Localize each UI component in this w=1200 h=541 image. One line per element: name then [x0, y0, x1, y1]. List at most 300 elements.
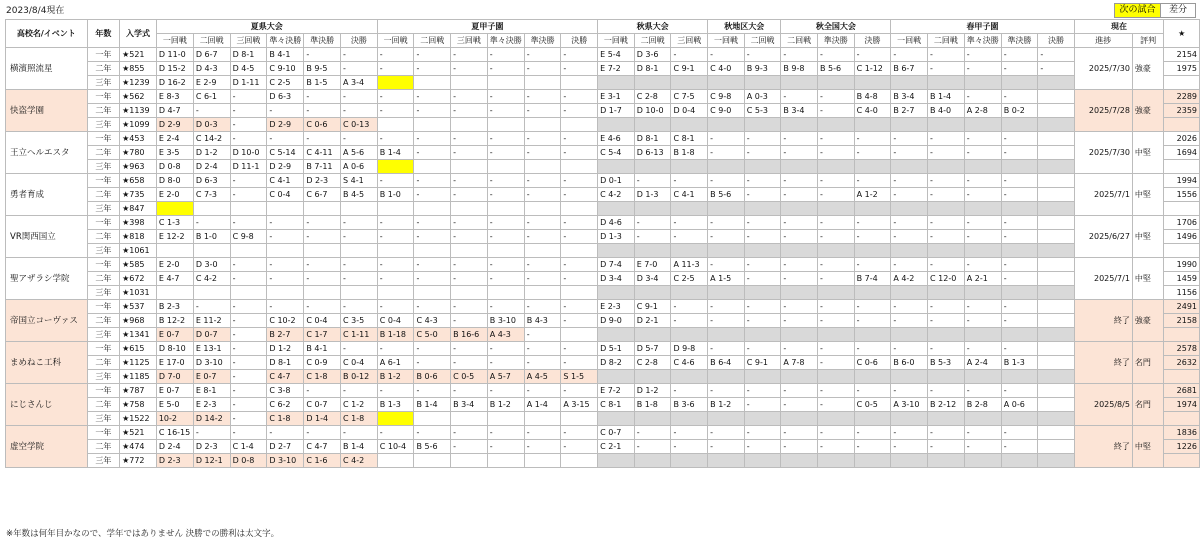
result-cell: -	[708, 300, 745, 314]
result-cell: -	[708, 314, 745, 328]
result-cell: -	[341, 272, 378, 286]
result-cell: D 8-0	[156, 174, 193, 188]
result-cell	[487, 412, 524, 426]
result-cell: -	[414, 48, 451, 62]
result-cell	[854, 202, 891, 216]
result-cell: B 0-2	[1001, 104, 1038, 118]
result-cell: -	[891, 174, 928, 188]
result-cell: D 0-1	[598, 174, 635, 188]
result-cell: B 1-18	[377, 328, 414, 342]
result-cell: B 5-6	[414, 440, 451, 454]
result-cell: E 0-7	[156, 384, 193, 398]
result-cell: -	[341, 300, 378, 314]
result-cell	[156, 202, 193, 216]
result-cell: -	[451, 62, 488, 76]
result-cell: -	[744, 216, 781, 230]
result-cell: -	[817, 90, 854, 104]
result-cell: E 4-7	[156, 272, 193, 286]
result-cell	[1038, 440, 1074, 454]
result-cell: -	[230, 426, 267, 440]
result-cell: -	[487, 132, 524, 146]
result-cell: -	[487, 104, 524, 118]
result-cell: D 9-0	[598, 314, 635, 328]
result-cell: C 1-12	[854, 62, 891, 76]
result-cell: -	[891, 342, 928, 356]
result-cell	[964, 160, 1001, 174]
result-cell: B 1-8	[671, 146, 708, 160]
result-cell: E 5-0	[156, 398, 193, 412]
table-row	[6, 216, 1200, 230]
result-cell: -	[1001, 342, 1038, 356]
result-cell	[1038, 132, 1074, 146]
result-cell	[1038, 426, 1074, 440]
table-row	[6, 160, 1200, 174]
result-cell: -	[230, 174, 267, 188]
grade-cell: 一年	[87, 342, 119, 356]
result-cell	[1001, 202, 1038, 216]
result-cell: A 2-4	[964, 356, 1001, 370]
star-cell	[1164, 244, 1200, 258]
result-cell	[854, 370, 891, 384]
result-cell: -	[193, 216, 230, 230]
table-row	[6, 118, 1200, 132]
result-cell: B 2-3	[156, 300, 193, 314]
result-cell: C 4-2	[193, 272, 230, 286]
result-cell: -	[487, 258, 524, 272]
table-row	[6, 356, 1200, 370]
result-cell	[891, 454, 928, 468]
result-cell	[781, 370, 818, 384]
table-row	[6, 314, 1200, 328]
result-cell: -	[304, 90, 341, 104]
result-cell	[1038, 146, 1074, 160]
result-cell	[377, 76, 414, 90]
star-cell: 1496	[1164, 230, 1200, 244]
result-cell	[891, 160, 928, 174]
star-cell	[1164, 412, 1200, 426]
result-cell	[598, 202, 635, 216]
result-cell	[708, 76, 745, 90]
result-cell: E 3-1	[598, 90, 635, 104]
result-cell: B 5-3	[928, 356, 965, 370]
result-cell: D 0-8	[230, 454, 267, 468]
result-cell: B 2-7	[267, 328, 304, 342]
result-cell: D 8-10	[156, 342, 193, 356]
result-cell	[304, 244, 341, 258]
result-cell: B 4-1	[267, 48, 304, 62]
result-cell: D 5-1	[598, 342, 635, 356]
result-cell: -	[671, 384, 708, 398]
result-cell: D 6-7	[193, 48, 230, 62]
result-cell: -	[267, 300, 304, 314]
result-cell	[817, 118, 854, 132]
result-cell: -	[671, 314, 708, 328]
entrance-cell: ★772	[120, 454, 157, 468]
result-cell	[634, 244, 671, 258]
entrance-cell: ★672	[120, 272, 157, 286]
result-cell: -	[854, 426, 891, 440]
result-cell: C 9-1	[744, 356, 781, 370]
progress-cell: 2025/7/1	[1074, 174, 1132, 216]
result-cell	[928, 286, 965, 300]
table-row	[6, 244, 1200, 258]
result-cell: B 2-12	[928, 398, 965, 412]
result-cell: -	[487, 188, 524, 202]
result-cell: E 2-3	[598, 300, 635, 314]
result-cell: -	[524, 188, 561, 202]
entrance-cell: ★855	[120, 62, 157, 76]
result-cell	[1038, 342, 1074, 356]
result-cell	[634, 286, 671, 300]
result-cell	[928, 160, 965, 174]
table-row	[6, 300, 1200, 314]
result-cell: -	[377, 272, 414, 286]
result-cell: C 6-7	[304, 188, 341, 202]
result-cell: D 1-2	[193, 146, 230, 160]
result-cell	[561, 244, 598, 258]
result-cell: -	[267, 272, 304, 286]
result-cell: E 2-3	[193, 398, 230, 412]
grade-cell: 二年	[87, 440, 119, 454]
grade-cell: 三年	[87, 244, 119, 258]
star-cell	[1164, 202, 1200, 216]
result-cell: -	[891, 426, 928, 440]
school-name: 快盗学園	[6, 90, 88, 132]
result-cell	[744, 412, 781, 426]
result-cell: -	[964, 146, 1001, 160]
result-cell: S 1-5	[561, 370, 598, 384]
result-cell: -	[487, 384, 524, 398]
result-cell: -	[524, 104, 561, 118]
result-cell: -	[1001, 90, 1038, 104]
star-cell: 2026	[1164, 132, 1200, 146]
result-cell: A 4-5	[524, 370, 561, 384]
result-cell: D 2-4	[193, 160, 230, 174]
grade-cell: 三年	[87, 370, 119, 384]
result-cell: -	[817, 104, 854, 118]
result-cell: C 5-3	[744, 104, 781, 118]
result-cell: -	[451, 104, 488, 118]
progress-cell: 2025/7/28	[1074, 90, 1132, 132]
result-cell: D 1-2	[634, 384, 671, 398]
result-cell: -	[230, 216, 267, 230]
result-cell	[744, 202, 781, 216]
result-cell: D 2-4	[156, 440, 193, 454]
result-cell: -	[964, 440, 1001, 454]
result-cell	[267, 202, 304, 216]
result-cell: -	[744, 174, 781, 188]
school-name: 聖アザラシ学院	[6, 258, 88, 300]
result-cell: -	[524, 356, 561, 370]
result-cell: -	[744, 384, 781, 398]
result-cell: E 0-7	[193, 370, 230, 384]
result-cell	[561, 454, 598, 468]
result-cell	[451, 454, 488, 468]
result-cell	[928, 454, 965, 468]
result-cell: -	[524, 300, 561, 314]
result-cell: D 0-7	[193, 328, 230, 342]
result-cell: D 3-10	[193, 356, 230, 370]
grade-cell: 二年	[87, 356, 119, 370]
next-match-button[interactable]: 次の試合	[1114, 3, 1161, 18]
result-cell: -	[854, 174, 891, 188]
result-cell	[561, 412, 598, 426]
result-cell: E 7-0	[634, 258, 671, 272]
grade-cell: 一年	[87, 426, 119, 440]
result-cell: C 9-1	[671, 62, 708, 76]
result-cell: B 6-4	[708, 356, 745, 370]
result-cell: C 4-7	[267, 370, 304, 384]
result-cell: C 9-10	[267, 62, 304, 76]
star-cell: 2491	[1164, 300, 1200, 314]
result-cell: C 4-11	[304, 146, 341, 160]
result-cell: -	[524, 230, 561, 244]
result-cell: C 1-6	[304, 454, 341, 468]
result-cell: -	[451, 230, 488, 244]
result-cell: B 1-4	[341, 440, 378, 454]
result-cell: E 7-2	[598, 62, 635, 76]
result-cell: -	[964, 216, 1001, 230]
result-cell: D 2-3	[304, 174, 341, 188]
entrance-cell: ★818	[120, 230, 157, 244]
result-cell: C 9-8	[230, 230, 267, 244]
result-cell: C 0-7	[304, 398, 341, 412]
result-cell: C 10-4	[377, 440, 414, 454]
result-cell: -	[781, 48, 818, 62]
result-cell: A 3-15	[561, 398, 598, 412]
result-cell: -	[414, 146, 451, 160]
result-cell: -	[744, 258, 781, 272]
result-cell: E 2-0	[156, 258, 193, 272]
result-cell	[708, 202, 745, 216]
result-cell: -	[451, 356, 488, 370]
result-cell: -	[854, 384, 891, 398]
result-cell: C 4-0	[854, 104, 891, 118]
result-cell	[781, 244, 818, 258]
result-cell: -	[377, 132, 414, 146]
star-cell	[1164, 160, 1200, 174]
result-cell: -	[414, 216, 451, 230]
result-cell: C 8-1	[598, 398, 635, 412]
result-cell: A 5-7	[487, 370, 524, 384]
result-cell: B 3-4	[891, 90, 928, 104]
result-cell	[598, 328, 635, 342]
entrance-cell: ★963	[120, 160, 157, 174]
grade-cell: 二年	[87, 398, 119, 412]
result-cell	[671, 286, 708, 300]
result-cell: -	[230, 398, 267, 412]
result-cell	[487, 454, 524, 468]
entrance-cell: ★521	[120, 48, 157, 62]
result-cell: -	[928, 174, 965, 188]
header-koshien: 夏甲子園	[377, 20, 597, 34]
result-cell	[634, 118, 671, 132]
entrance-cell: ★787	[120, 384, 157, 398]
result-cell: -	[267, 426, 304, 440]
result-cell	[854, 286, 891, 300]
result-cell	[1038, 384, 1074, 398]
result-cell	[671, 370, 708, 384]
result-cell	[341, 202, 378, 216]
result-cell: C 4-3	[414, 314, 451, 328]
result-cell: C 4-1	[671, 188, 708, 202]
diff-button[interactable]: 差分	[1160, 3, 1196, 18]
result-cell: B 1-0	[377, 188, 414, 202]
result-cell: -	[671, 230, 708, 244]
result-cell	[561, 328, 598, 342]
entrance-cell: ★562	[120, 90, 157, 104]
result-cell	[377, 412, 414, 426]
result-cell: C 3-5	[341, 314, 378, 328]
star-cell	[1164, 370, 1200, 384]
result-cell: -	[561, 300, 598, 314]
table-row	[6, 328, 1200, 342]
round-header: 二回戦	[193, 34, 230, 48]
result-cell: -	[341, 132, 378, 146]
result-cell	[964, 412, 1001, 426]
result-cell: -	[964, 426, 1001, 440]
result-cell: S 4-1	[341, 174, 378, 188]
tournament-table	[5, 19, 1200, 468]
result-cell	[1038, 454, 1074, 468]
result-cell: -	[671, 216, 708, 230]
result-cell: C 9-1	[634, 300, 671, 314]
result-cell: -	[1001, 440, 1038, 454]
result-cell: C 0-4	[304, 314, 341, 328]
result-cell: D 4-3	[193, 62, 230, 76]
result-cell: B 7-11	[304, 160, 341, 174]
result-cell: -	[377, 48, 414, 62]
result-cell: -	[1001, 132, 1038, 146]
result-cell	[304, 286, 341, 300]
result-cell	[671, 76, 708, 90]
result-cell: -	[817, 258, 854, 272]
table-row	[6, 426, 1200, 440]
school-name: VR関西国立	[6, 216, 88, 258]
result-cell	[561, 76, 598, 90]
result-cell	[817, 160, 854, 174]
result-cell: -	[524, 342, 561, 356]
header-school: 高校名/イベント	[6, 20, 88, 48]
result-cell: -	[341, 384, 378, 398]
result-cell: -	[230, 90, 267, 104]
result-cell: A 7-8	[781, 356, 818, 370]
result-cell: E 8-1	[193, 384, 230, 398]
result-cell: -	[891, 384, 928, 398]
result-cell: -	[928, 258, 965, 272]
result-cell: E 2-9	[193, 76, 230, 90]
result-cell	[598, 160, 635, 174]
result-cell	[561, 118, 598, 132]
result-cell	[1038, 258, 1074, 272]
progress-cell: 終了	[1074, 426, 1132, 468]
result-cell	[598, 244, 635, 258]
school-name: 勇者育成	[6, 174, 88, 216]
result-cell: -	[817, 272, 854, 286]
star-cell: 2632	[1164, 356, 1200, 370]
result-cell	[1038, 230, 1074, 244]
result-cell: -	[1038, 62, 1074, 76]
result-cell: -	[928, 216, 965, 230]
result-cell: -	[964, 62, 1001, 76]
entrance-cell: ★537	[120, 300, 157, 314]
result-cell: A 4-3	[487, 328, 524, 342]
table-row	[6, 230, 1200, 244]
result-cell: C 0-4	[341, 356, 378, 370]
result-cell: C 0-7	[598, 426, 635, 440]
result-cell: -	[377, 230, 414, 244]
result-cell	[193, 286, 230, 300]
result-cell	[598, 454, 635, 468]
result-cell	[487, 118, 524, 132]
reputation-cell: 名門	[1132, 384, 1163, 426]
header-fall: 秋県大会	[598, 20, 708, 34]
result-cell: B 12-2	[156, 314, 193, 328]
entrance-cell: ★780	[120, 146, 157, 160]
result-cell: -	[341, 48, 378, 62]
round-header: 準々決勝	[964, 34, 1001, 48]
result-cell: -	[781, 272, 818, 286]
result-cell: A 2-8	[964, 104, 1001, 118]
result-cell: -	[964, 174, 1001, 188]
result-cell	[964, 286, 1001, 300]
result-cell	[561, 202, 598, 216]
table-row	[6, 90, 1200, 104]
result-cell: B 1-4	[377, 146, 414, 160]
result-cell: -	[781, 258, 818, 272]
entrance-cell: ★1522	[120, 412, 157, 426]
result-cell: E 8-3	[156, 90, 193, 104]
result-cell: 10-2	[156, 412, 193, 426]
as-of-date: 2023/8/4現在	[6, 6, 65, 16]
result-cell: -	[487, 48, 524, 62]
result-cell	[817, 412, 854, 426]
grade-cell: 三年	[87, 160, 119, 174]
result-cell: -	[561, 314, 598, 328]
result-cell: -	[854, 300, 891, 314]
result-cell: -	[744, 300, 781, 314]
result-cell	[781, 118, 818, 132]
result-cell: -	[708, 174, 745, 188]
result-cell	[744, 370, 781, 384]
result-cell: B 4-5	[341, 188, 378, 202]
table-row	[6, 202, 1200, 216]
entrance-cell: ★474	[120, 440, 157, 454]
result-cell: -	[744, 314, 781, 328]
table-row	[6, 62, 1200, 76]
result-cell	[1038, 118, 1074, 132]
result-cell: -	[928, 384, 965, 398]
result-cell: C 4-2	[598, 188, 635, 202]
result-cell: C 4-0	[708, 62, 745, 76]
result-cell: D 10-0	[634, 104, 671, 118]
result-cell: A 0-3	[744, 90, 781, 104]
result-cell: E 3-5	[156, 146, 193, 160]
result-cell: -	[1001, 216, 1038, 230]
result-cell	[708, 244, 745, 258]
result-cell: B 1-0	[193, 230, 230, 244]
result-cell	[817, 454, 854, 468]
result-cell	[193, 244, 230, 258]
result-cell: -	[414, 132, 451, 146]
result-cell: -	[708, 132, 745, 146]
table-row	[6, 272, 1200, 286]
result-cell: -	[891, 440, 928, 454]
result-cell	[744, 454, 781, 468]
result-cell: C 0-5	[451, 370, 488, 384]
result-cell	[1001, 454, 1038, 468]
result-cell: C 4-2	[341, 454, 378, 468]
